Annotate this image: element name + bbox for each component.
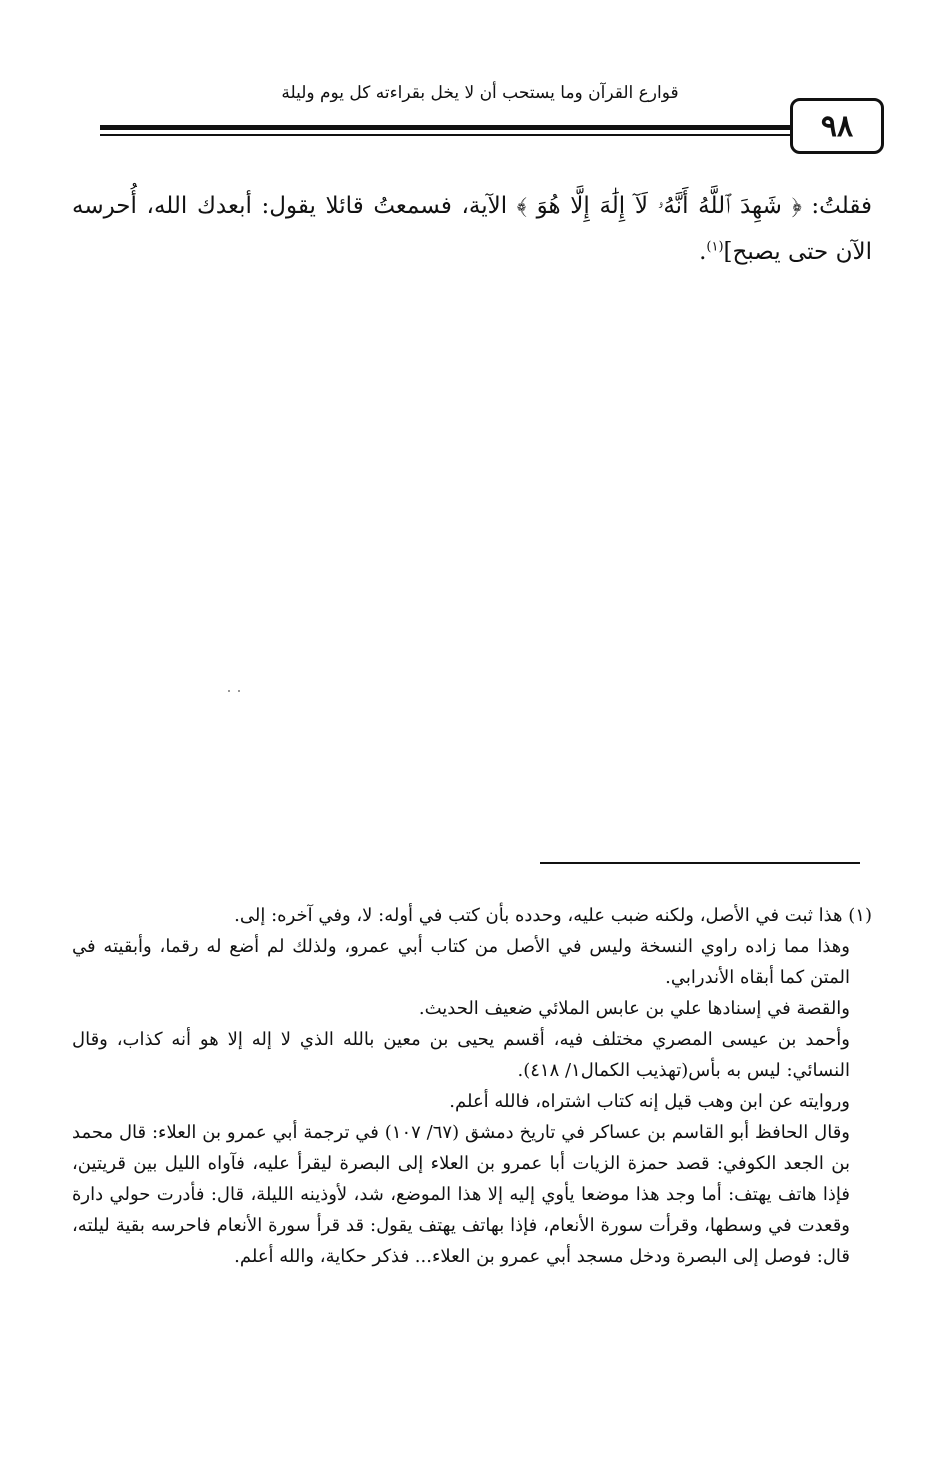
main-paragraph-end: . [699,239,707,265]
footnote-separator [540,862,860,864]
footnote-line: وقال الحافظ أبو القاسم بن عساكر في تاريخ دمشق (٦٧/ ١٠٧) في ترجمة أبي عمرو بن العلاء: قال محمد بن الجعد الكوفي: قصد حمزة الزيات أبا عمرو بن العلاء إلى البصرة ليقرأ عليه، فآواه الليل بين قريتين، فإذا هاتف يهتف: أما وجد هذا موضعا يأوي إليه إلا هذا الموضع، شد، لأوذينه الليلة، قال: فأدرت حولي دارة وقعدت في وسطها، وقرأت سورة الأنعام، فإذا بهاتف يهتف يقول: قد قرأ سورة الأنعام فاحرسه بقية ليلته، قال: فوصل إلى البصرة ودخل مسجد أبي عمرو بن العلاء... فذكر حكاية، والله أعلم. [72,1122,850,1267]
footnote-reference: (١) [706,239,724,255]
footnote-line: وهذا مما زاده راوي النسخة وليس في الأصل من كتاب أبي عمرو، ولذلك لم أضع له رقما، وأبقيته في المتن كما أبقاه الأندرابي. [72,936,850,988]
header-rule-thin [100,134,790,136]
scan-speck [228,690,230,692]
page-number: ٩٨ [790,98,884,154]
running-header-title: قوارع القرآن وما يستحب أن لا يخل بقراءته كل يوم وليلة [281,83,679,103]
main-paragraph-text: فقلتُ: ﴿ شَهِدَ ٱللَّهُ أَنَّهُۥ لَآ إِلَٰهَ إِلَّا هُوَ ﴾ الآية، فسمعتُ قائلا يقول: أبعدك الله، أُحرسه الآن حتى يصبح] [72,193,872,265]
footnote-line: وروايته عن ابن وهب قيل إنه كتاب اشتراه، فالله أعلم. [449,1091,850,1112]
footnote-line: (١) هذا ثبت في الأصل، ولكنه ضبب عليه، وحدده بأن كتب في أوله: لا، وفي آخره: إلى. [234,905,872,926]
footnotes-block [72,900,872,1272]
header-rule-thick [100,125,790,130]
scan-speck [238,690,240,692]
main-paragraph [72,183,872,275]
footnote-line: والقصة في إسنادها علي بن عابس الملائي ضعيف الحديث. [418,998,850,1019]
footnote-line: وأحمد بن عيسى المصري مختلف فيه، أقسم يحيى بن معين بالله الذي لا إله إلا هو أنه كذاب، وقال النسائي: ليس به بأس(تهذيب الكمال١/ ٤١٨). [72,1029,850,1081]
